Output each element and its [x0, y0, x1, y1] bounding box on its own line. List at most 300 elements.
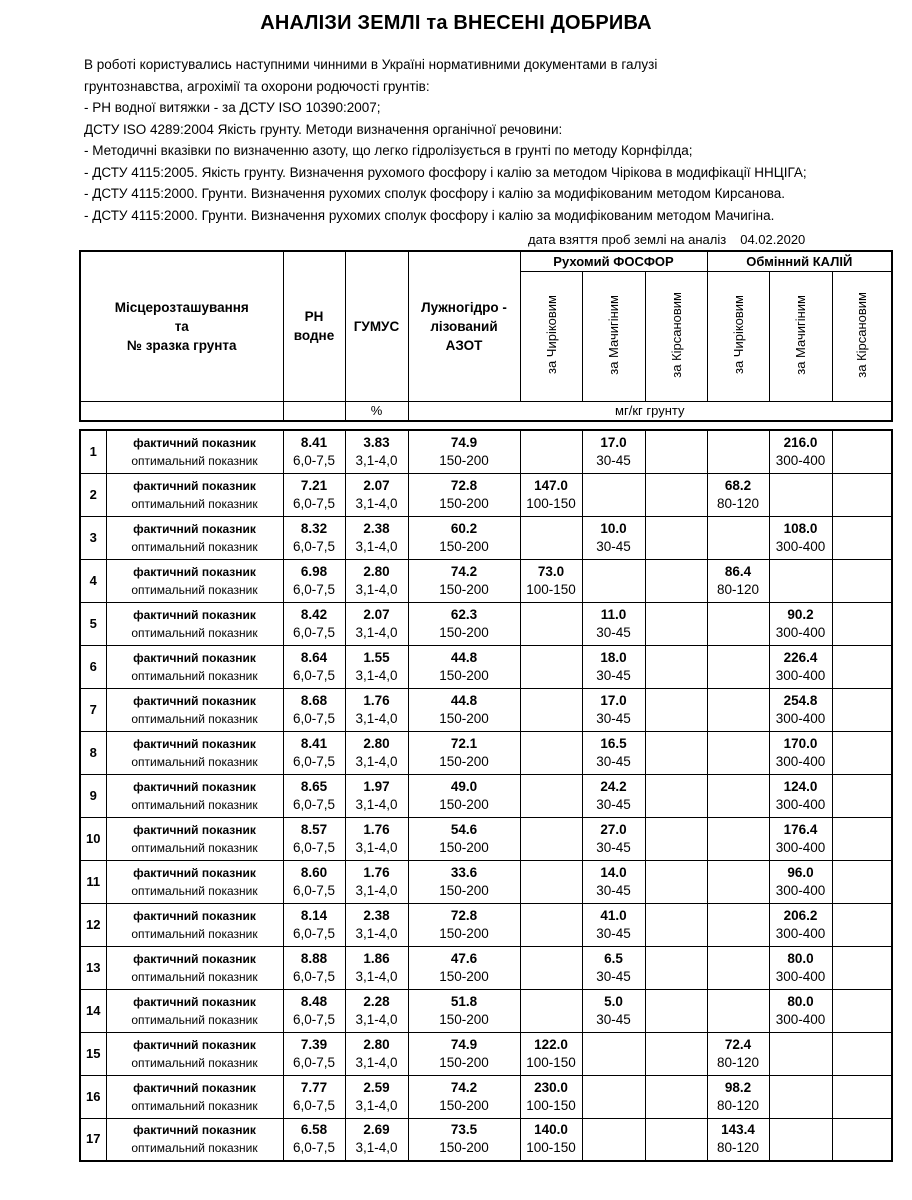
optimal-value: 300-400	[775, 968, 826, 984]
actual-value: 2.80	[363, 735, 390, 751]
sample-row	[80, 774, 892, 817]
optimal-value: 150-200	[439, 1140, 489, 1156]
humus-value	[345, 559, 408, 602]
optimal-value: оптимальний показник	[131, 668, 258, 683]
ph-value	[283, 1032, 345, 1075]
row-labels	[106, 1118, 283, 1161]
row-labels	[106, 860, 283, 903]
actual-value: 72.8	[450, 907, 478, 923]
phosphorus-chirikov	[520, 946, 582, 989]
optimal-value: 150-200	[439, 495, 489, 511]
sample-number: 14	[80, 989, 106, 1032]
optimal-value: 150-200	[439, 839, 489, 855]
actual-value: 2.59	[363, 1079, 390, 1095]
actual-value: 8.41	[300, 434, 328, 450]
ph-value	[283, 946, 345, 989]
phosphorus-chirikov	[520, 903, 582, 946]
optimal-value: 150-200	[439, 667, 489, 683]
actual-value: 27.0	[600, 821, 627, 837]
optimal-value: 6,0-7,5	[292, 1097, 336, 1113]
actual-value: 254.8	[783, 692, 818, 708]
optimal-value: 6,0-7,5	[292, 753, 336, 769]
actual-value: 1.76	[363, 692, 390, 708]
sample-row	[80, 430, 892, 473]
potassium-kirsanov	[832, 860, 892, 903]
actual-value: 51.8	[450, 993, 478, 1009]
actual-value: 8.57	[300, 821, 328, 837]
actual-value: 8.48	[300, 993, 328, 1009]
optimal-value: 30-45	[596, 452, 631, 468]
actual-value: 216.0	[783, 434, 818, 450]
actual-value: 8.88	[300, 950, 328, 966]
optimal-value: 30-45	[596, 1011, 631, 1027]
optimal-value: 6,0-7,5	[292, 1011, 336, 1027]
sample-number: 17	[80, 1118, 106, 1161]
humus-value	[345, 1075, 408, 1118]
sample-number: 8	[80, 731, 106, 774]
actual-value: 8.60	[300, 864, 328, 880]
header-k-chirikov: за Чиріковим	[707, 271, 769, 401]
optimal-value: 30-45	[596, 839, 631, 855]
actual-value: 3.83	[363, 434, 390, 450]
actual-value: фактичний показник	[133, 951, 256, 966]
phosphorus-machigin	[582, 602, 645, 645]
potassium-machigin	[769, 430, 832, 473]
optimal-value: 150-200	[439, 796, 489, 812]
optimal-value: 300-400	[775, 624, 826, 640]
actual-value: 10.0	[600, 520, 627, 536]
actual-value: 7.39	[300, 1036, 328, 1052]
intro-line: - Методичні вказівки по визначенню азоту, що легко гідролізується в грунті по методу Корнфілда;	[84, 143, 693, 158]
actual-value: 230.0	[534, 1079, 568, 1095]
intro-line: В роботі користувались наступними чинними в Україні нормативними документами в галузі	[84, 57, 658, 72]
optimal-value: 3,1-4,0	[355, 538, 398, 554]
optimal-value: 3,1-4,0	[355, 1054, 398, 1070]
humus-value	[345, 1118, 408, 1161]
actual-value: 140.0	[534, 1122, 568, 1138]
optimal-value: 6,0-7,5	[292, 667, 336, 683]
actual-value: 11.0	[600, 606, 627, 622]
actual-value: 8.64	[300, 649, 328, 665]
results-table	[79, 429, 893, 1162]
phosphorus-machigin	[582, 946, 645, 989]
humus-value	[345, 946, 408, 989]
optimal-value: 80-120	[716, 495, 760, 511]
optimal-value: 300-400	[775, 753, 826, 769]
actual-value: 206.2	[783, 907, 818, 923]
actual-value: 147.0	[534, 477, 568, 493]
actual-value: 47.6	[450, 950, 478, 966]
humus-value	[345, 473, 408, 516]
phosphorus-kirsanov	[645, 817, 707, 860]
sampling-date-value: 04.02.2020	[740, 232, 806, 247]
actual-value: 1.76	[363, 864, 390, 880]
actual-value: 124.0	[783, 778, 818, 794]
optimal-value: 150-200	[439, 925, 489, 941]
optimal-value: 30-45	[596, 624, 631, 640]
potassium-machigin	[769, 731, 832, 774]
optimal-value: 30-45	[596, 667, 631, 683]
nitrogen-value	[408, 903, 520, 946]
actual-value: 2.07	[363, 477, 390, 493]
phosphorus-machigin	[582, 430, 645, 473]
optimal-value: оптимальний показник	[131, 711, 258, 726]
optimal-value: 6,0-7,5	[292, 710, 336, 726]
phosphorus-kirsanov	[645, 602, 707, 645]
intro-line: - РН водної витяжки - за ДСТУ ISO 10390:2007;	[84, 100, 381, 115]
intro-line: - ДСТУ 4115:2005. Якість грунту. Визначення рухомого фосфору і калію за методом Чірікова в модифікації ННЦІГА;	[84, 164, 807, 180]
actual-value: 74.9	[450, 434, 478, 450]
optimal-value: 150-200	[439, 624, 489, 640]
actual-value: 6.5	[604, 950, 623, 966]
header-p-machigin: за Мачигіним	[582, 271, 645, 401]
optimal-value: 80-120	[716, 1097, 760, 1113]
potassium-kirsanov	[832, 688, 892, 731]
actual-value: фактичний показник	[133, 650, 256, 665]
potassium-machigin	[769, 903, 832, 946]
optimal-value: 6,0-7,5	[292, 538, 336, 554]
optimal-value: 300-400	[775, 667, 826, 683]
phosphorus-chirikov	[520, 817, 582, 860]
optimal-value: оптимальний показник	[131, 1012, 258, 1027]
potassium-chirikov	[707, 1032, 769, 1075]
actual-value: фактичний показник	[133, 521, 256, 536]
potassium-machigin	[769, 1032, 832, 1075]
phosphorus-chirikov	[520, 645, 582, 688]
phosphorus-chirikov	[520, 1075, 582, 1118]
phosphorus-machigin	[582, 774, 645, 817]
header-unit-percent: %	[345, 401, 408, 421]
humus-value	[345, 989, 408, 1032]
optimal-value: 6,0-7,5	[292, 925, 336, 941]
row-labels	[106, 1032, 283, 1075]
optimal-value: 300-400	[775, 452, 826, 468]
optimal-value: 30-45	[596, 796, 631, 812]
optimal-value: 3,1-4,0	[355, 753, 398, 769]
ph-value	[283, 688, 345, 731]
actual-value: 41.0	[600, 907, 627, 923]
phosphorus-machigin	[582, 645, 645, 688]
actual-value: 33.6	[450, 864, 478, 880]
potassium-machigin	[769, 946, 832, 989]
phosphorus-chirikov	[520, 989, 582, 1032]
actual-value: 143.4	[721, 1122, 755, 1138]
humus-value	[345, 903, 408, 946]
actual-value: 17.0	[600, 434, 627, 450]
row-labels	[106, 516, 283, 559]
nitrogen-value	[408, 645, 520, 688]
actual-value: 24.2	[600, 778, 627, 794]
optimal-value: оптимальний показник	[131, 1098, 258, 1113]
potassium-kirsanov	[832, 430, 892, 473]
potassium-chirikov	[707, 473, 769, 516]
actual-value: фактичний показник	[133, 564, 256, 579]
optimal-value: 6,0-7,5	[292, 796, 336, 812]
optimal-value: оптимальний показник	[131, 539, 258, 554]
optimal-value: оптимальний показник	[131, 453, 258, 468]
actual-value: 1.76	[363, 821, 390, 837]
optimal-value: 150-200	[439, 968, 489, 984]
phosphorus-kirsanov	[645, 731, 707, 774]
optimal-value: 3,1-4,0	[355, 495, 398, 511]
optimal-value: 300-400	[775, 882, 826, 898]
optimal-value: оптимальний показник	[131, 582, 258, 597]
potassium-chirikov	[707, 602, 769, 645]
potassium-chirikov	[707, 817, 769, 860]
phosphorus-machigin	[582, 731, 645, 774]
actual-value: 226.4	[783, 649, 818, 665]
nitrogen-value	[408, 946, 520, 989]
sample-row	[80, 860, 892, 903]
potassium-kirsanov	[832, 473, 892, 516]
potassium-machigin	[769, 645, 832, 688]
nitrogen-value	[408, 774, 520, 817]
header-location: Місцерозташування та № зразка грунта	[80, 251, 283, 401]
phosphorus-kirsanov	[645, 430, 707, 473]
potassium-machigin	[769, 774, 832, 817]
optimal-value: оптимальний показник	[131, 969, 258, 984]
header-humus: ГУМУС	[345, 251, 408, 401]
phosphorus-chirikov	[520, 602, 582, 645]
optimal-value: 30-45	[596, 968, 631, 984]
phosphorus-kirsanov	[645, 989, 707, 1032]
phosphorus-chirikov	[520, 473, 582, 516]
actual-value: фактичний показник	[133, 1123, 256, 1138]
optimal-value: 80-120	[716, 1140, 760, 1156]
actual-value: фактичний показник	[133, 822, 256, 837]
intro-line: - ДСТУ 4115:2000. Грунти. Визначення рухомих сполук фосфору і калію за модифікованим методом Мачигіна.	[84, 207, 775, 223]
sample-row	[80, 1075, 892, 1118]
optimal-value: 300-400	[775, 839, 826, 855]
header-k-machigin: за Мачигіним	[769, 271, 832, 401]
optimal-value: 3,1-4,0	[355, 1097, 398, 1113]
row-labels	[106, 430, 283, 473]
actual-value: 14.0	[600, 864, 627, 880]
actual-value: 1.55	[363, 649, 390, 665]
header-unit-mgkg: мг/кг грунту	[408, 401, 892, 421]
potassium-machigin	[769, 602, 832, 645]
optimal-value: 3,1-4,0	[355, 624, 398, 640]
sample-row	[80, 1032, 892, 1075]
actual-value: 2.38	[363, 520, 390, 536]
potassium-chirikov	[707, 903, 769, 946]
actual-value: 176.4	[783, 821, 818, 837]
nitrogen-value	[408, 473, 520, 516]
optimal-value: 300-400	[775, 796, 826, 812]
potassium-kirsanov	[832, 1118, 892, 1161]
actual-value: 7.21	[300, 477, 328, 493]
sample-row	[80, 946, 892, 989]
phosphorus-chirikov	[520, 688, 582, 731]
actual-value: 62.3	[450, 606, 478, 622]
potassium-chirikov	[707, 946, 769, 989]
phosphorus-kirsanov	[645, 774, 707, 817]
sampling-date	[528, 232, 805, 247]
potassium-chirikov	[707, 688, 769, 731]
sampling-date-label: дата взяття проб землі на аналіз	[528, 232, 727, 247]
actual-value: 8.32	[300, 520, 328, 536]
actual-value: 122.0	[534, 1036, 568, 1052]
optimal-value: 100-150	[526, 581, 576, 597]
actual-value: 16.5	[600, 735, 627, 751]
optimal-value: 150-200	[439, 753, 489, 769]
optimal-value: 3,1-4,0	[355, 796, 398, 812]
ph-value	[283, 1118, 345, 1161]
actual-value: фактичний показник	[133, 478, 256, 493]
actual-value: 72.4	[724, 1036, 752, 1052]
potassium-chirikov	[707, 516, 769, 559]
phosphorus-machigin	[582, 688, 645, 731]
optimal-value: оптимальний показник	[131, 883, 258, 898]
sample-row	[80, 602, 892, 645]
nitrogen-value	[408, 516, 520, 559]
humus-value	[345, 817, 408, 860]
actual-value: 8.68	[300, 692, 328, 708]
phosphorus-kirsanov	[645, 473, 707, 516]
nitrogen-value	[408, 989, 520, 1032]
optimal-value: 80-120	[716, 1054, 760, 1070]
sample-number: 16	[80, 1075, 106, 1118]
humus-value	[345, 860, 408, 903]
potassium-machigin	[769, 688, 832, 731]
ph-value	[283, 430, 345, 473]
sample-row	[80, 473, 892, 516]
potassium-kirsanov	[832, 774, 892, 817]
potassium-kirsanov	[832, 602, 892, 645]
actual-value: 2.80	[363, 563, 390, 579]
optimal-value: 3,1-4,0	[355, 839, 398, 855]
optimal-value: 150-200	[439, 882, 489, 898]
optimal-value: 3,1-4,0	[355, 581, 398, 597]
actual-value: 72.8	[450, 477, 478, 493]
sample-number: 6	[80, 645, 106, 688]
intro-text	[84, 54, 884, 226]
potassium-chirikov	[707, 774, 769, 817]
phosphorus-kirsanov	[645, 688, 707, 731]
row-labels	[106, 731, 283, 774]
optimal-value: 30-45	[596, 538, 631, 554]
intro-line: грунтознавства, агрохімії та охорони родючості грунтів:	[84, 78, 430, 94]
sample-row	[80, 903, 892, 946]
humus-value	[345, 1032, 408, 1075]
phosphorus-kirsanov	[645, 1032, 707, 1075]
potassium-machigin	[769, 516, 832, 559]
ph-value	[283, 903, 345, 946]
optimal-value: оптимальний показник	[131, 926, 258, 941]
potassium-kirsanov	[832, 645, 892, 688]
actual-value: 1.86	[363, 950, 390, 966]
optimal-value: 6,0-7,5	[292, 968, 336, 984]
actual-value: 80.0	[787, 993, 814, 1009]
phosphorus-machigin	[582, 989, 645, 1032]
actual-value: 18.0	[600, 649, 627, 665]
actual-value: 1.97	[363, 778, 390, 794]
phosphorus-machigin	[582, 559, 645, 602]
nitrogen-value	[408, 559, 520, 602]
optimal-value: оптимальний показник	[131, 496, 258, 511]
actual-value: 90.2	[787, 606, 814, 622]
optimal-value: 3,1-4,0	[355, 925, 398, 941]
potassium-machigin	[769, 559, 832, 602]
optimal-value: 3,1-4,0	[355, 710, 398, 726]
potassium-kirsanov	[832, 516, 892, 559]
phosphorus-machigin	[582, 860, 645, 903]
ph-value	[283, 516, 345, 559]
phosphorus-kirsanov	[645, 645, 707, 688]
phosphorus-chirikov	[520, 430, 582, 473]
actual-value: 74.2	[450, 1079, 478, 1095]
optimal-value: 6,0-7,5	[292, 882, 336, 898]
optimal-value: 150-200	[439, 1011, 489, 1027]
actual-value: 2.80	[363, 1036, 390, 1052]
potassium-chirikov	[707, 559, 769, 602]
humus-value	[345, 774, 408, 817]
phosphorus-kirsanov	[645, 1118, 707, 1161]
potassium-kirsanov	[832, 903, 892, 946]
optimal-value: 150-200	[439, 710, 489, 726]
row-labels	[106, 946, 283, 989]
optimal-value: 150-200	[439, 1054, 489, 1070]
phosphorus-machigin	[582, 1075, 645, 1118]
optimal-value: 6,0-7,5	[292, 839, 336, 855]
optimal-value: 6,0-7,5	[292, 452, 336, 468]
phosphorus-machigin	[582, 817, 645, 860]
header-p-chirikov: за Чиріковим	[520, 271, 582, 401]
ph-value	[283, 602, 345, 645]
nitrogen-value	[408, 688, 520, 731]
sample-row	[80, 559, 892, 602]
phosphorus-chirikov	[520, 1032, 582, 1075]
optimal-value: 30-45	[596, 882, 631, 898]
optimal-value: 300-400	[775, 925, 826, 941]
sample-row	[80, 1118, 892, 1161]
optimal-value: оптимальний показник	[131, 797, 258, 812]
phosphorus-kirsanov	[645, 946, 707, 989]
actual-value: 5.0	[604, 993, 623, 1009]
actual-value: 72.1	[450, 735, 478, 751]
optimal-value: 3,1-4,0	[355, 882, 398, 898]
ph-value	[283, 731, 345, 774]
potassium-machigin	[769, 989, 832, 1032]
potassium-chirikov	[707, 430, 769, 473]
optimal-value: 150-200	[439, 581, 489, 597]
sample-row	[80, 516, 892, 559]
potassium-machigin	[769, 473, 832, 516]
actual-value: фактичний показник	[133, 779, 256, 794]
potassium-kirsanov	[832, 1075, 892, 1118]
actual-value: 8.41	[300, 735, 328, 751]
sample-number: 7	[80, 688, 106, 731]
optimal-value: 300-400	[775, 538, 826, 554]
actual-value: 2.69	[363, 1122, 390, 1138]
actual-value: 44.8	[450, 692, 478, 708]
sample-row	[80, 989, 892, 1032]
nitrogen-value	[408, 860, 520, 903]
nitrogen-value	[408, 602, 520, 645]
actual-value: 74.2	[450, 563, 478, 579]
potassium-machigin	[769, 860, 832, 903]
potassium-kirsanov	[832, 1032, 892, 1075]
optimal-value: 80-120	[716, 581, 760, 597]
optimal-value: 6,0-7,5	[292, 624, 336, 640]
potassium-machigin	[769, 1075, 832, 1118]
nitrogen-value	[408, 1118, 520, 1161]
potassium-chirikov	[707, 860, 769, 903]
actual-value: 80.0	[787, 950, 814, 966]
phosphorus-chirikov	[520, 559, 582, 602]
sample-number: 11	[80, 860, 106, 903]
nitrogen-value	[408, 430, 520, 473]
